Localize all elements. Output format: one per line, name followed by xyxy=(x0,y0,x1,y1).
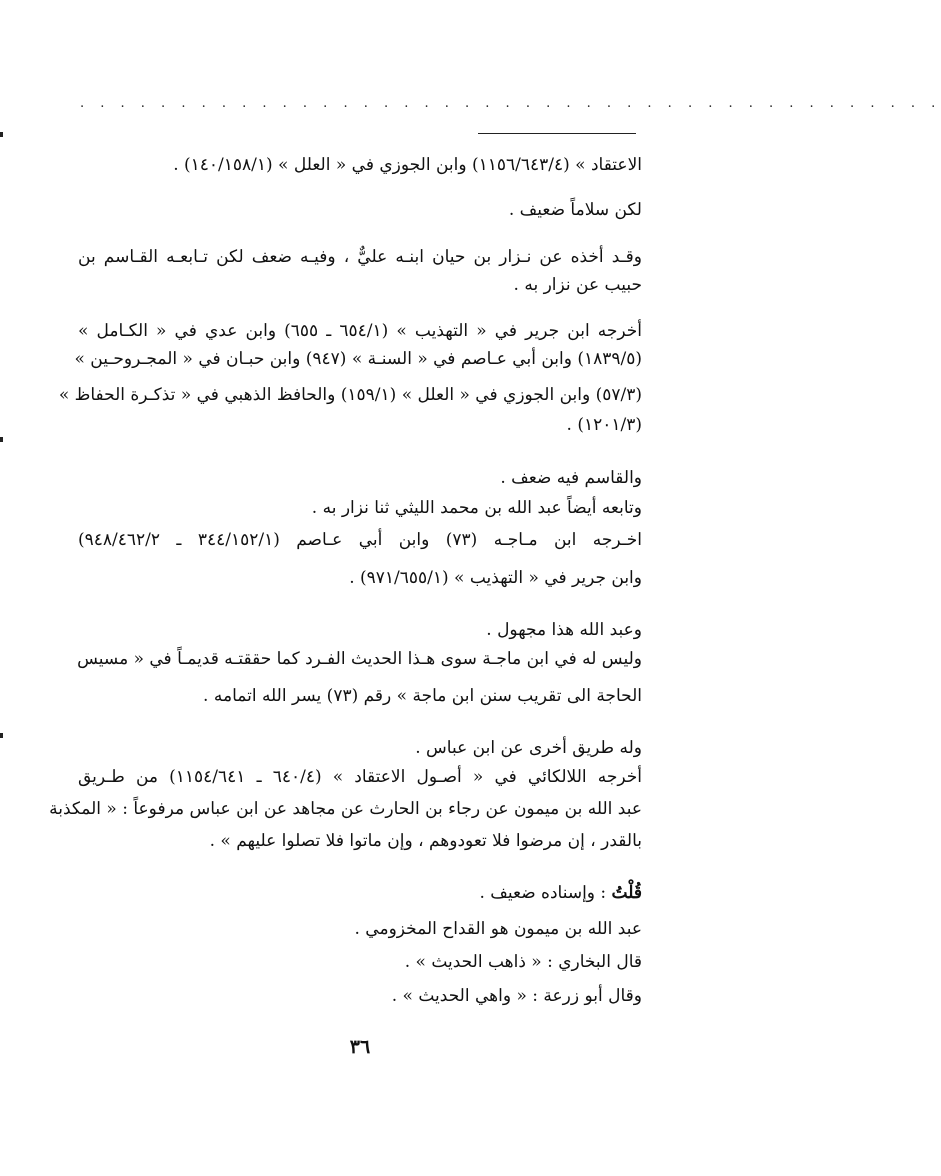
page-number: ٣٦ xyxy=(349,1036,371,1058)
text-line: وتابعه أيضاً عبد الله بن محمد الليثي ثنا نزار به . xyxy=(311,498,642,518)
text-line: أخرجه اللالكائي في « أصـول الاعتقاد » (٦٤٠/٤ ـ ١١٥٤/٦٤١) من طـريق xyxy=(78,767,642,787)
text-line: عبد الله بن ميمون هو القداح المخزومي . xyxy=(354,919,642,939)
text-run: : وإسناده ضعيف . xyxy=(479,883,612,903)
text-line: اخـرجه ابن مـاجـه (٧٣) وابن أبي عـاصم (٣٤٤/١٥٢/١ ـ ٩٤٨/٤٦٢/٢) xyxy=(78,530,642,550)
text-line: أخرجه ابن جرير في « التهذيب » (٦٥٤/١ ـ ٦٥٥) وابن عدي في « الكـامل » xyxy=(78,321,643,341)
text-line: الاعتقاد » (١١٥٦/٦٤٣/٤) وابن الجوزي في « العلل » (١٤٠/١٥٨/١) . xyxy=(173,155,642,175)
scan-mark xyxy=(0,437,3,442)
text-line: وقال أبو زرعة : « واهي الحديث » . xyxy=(391,986,642,1006)
text-line: قال البخاري : « ذاهب الحديث » . xyxy=(404,952,642,972)
scan-mark xyxy=(0,733,3,738)
text-line: (١٢٠١/٣) . xyxy=(566,415,642,435)
text-line: وله طريق أخرى عن ابن عباس . xyxy=(415,738,642,758)
text-line: لكن سلاماً ضعيف . xyxy=(508,200,642,220)
text-line: وعبد الله هذا مجهول . xyxy=(486,620,642,640)
text-line: وقـد أخذه عن نـزار بن حيان ابنـه عليٌّ ، وفيـه ضعف لكن تـابعـه القـاسم بن xyxy=(78,247,642,267)
text-line: عبد الله بن ميمون عن رجاء بن الحارث عن مجاهد عن ابن عباس مرفوعاً : « المكذبة xyxy=(49,799,642,819)
text-line: (١٨٣٩/٥) وابن أبي عـاصم في « السنـة » (٩٤٧) وابن حبـان في « المجـروحـين » xyxy=(74,349,642,369)
text-line: بالقدر ، إن مرضوا فلا تعودوهم ، وإن ماتوا فلا تصلوا عليهم » . xyxy=(209,831,642,851)
scan-mark xyxy=(0,132,3,137)
text-line: وليس له في ابن ماجـة سوى هـذا الحديث الفـرد كما حققتـه قديمـاً في « مسيس xyxy=(77,649,642,669)
qult-label: قُلْتُ xyxy=(611,883,642,903)
text-line: حبيب عن نزار به . xyxy=(513,275,642,295)
text-line: والقاسم فيه ضعف . xyxy=(500,468,642,488)
text-line: (٥٧/٣) وابن الجوزي في « العلل » (١٥٩/١) والحافظ الذهبي في « تذكـرة الحفاظ » xyxy=(58,385,642,405)
text-line: وابن جرير في « التهذيب » (٩٧١/٦٥٥/١) . xyxy=(349,568,642,588)
dotted-separator: . . . . . . . . . . . . . . . . . . . . . . . . . . . . . . . . . . . . . . . . . . . xyxy=(80,96,941,111)
text-line: الحاجة الى تقريب سنن ابن ماجة » رقم (٧٣) يسر الله اتمامه . xyxy=(203,686,642,706)
text-line xyxy=(479,880,642,906)
footnote-rule xyxy=(478,133,636,134)
